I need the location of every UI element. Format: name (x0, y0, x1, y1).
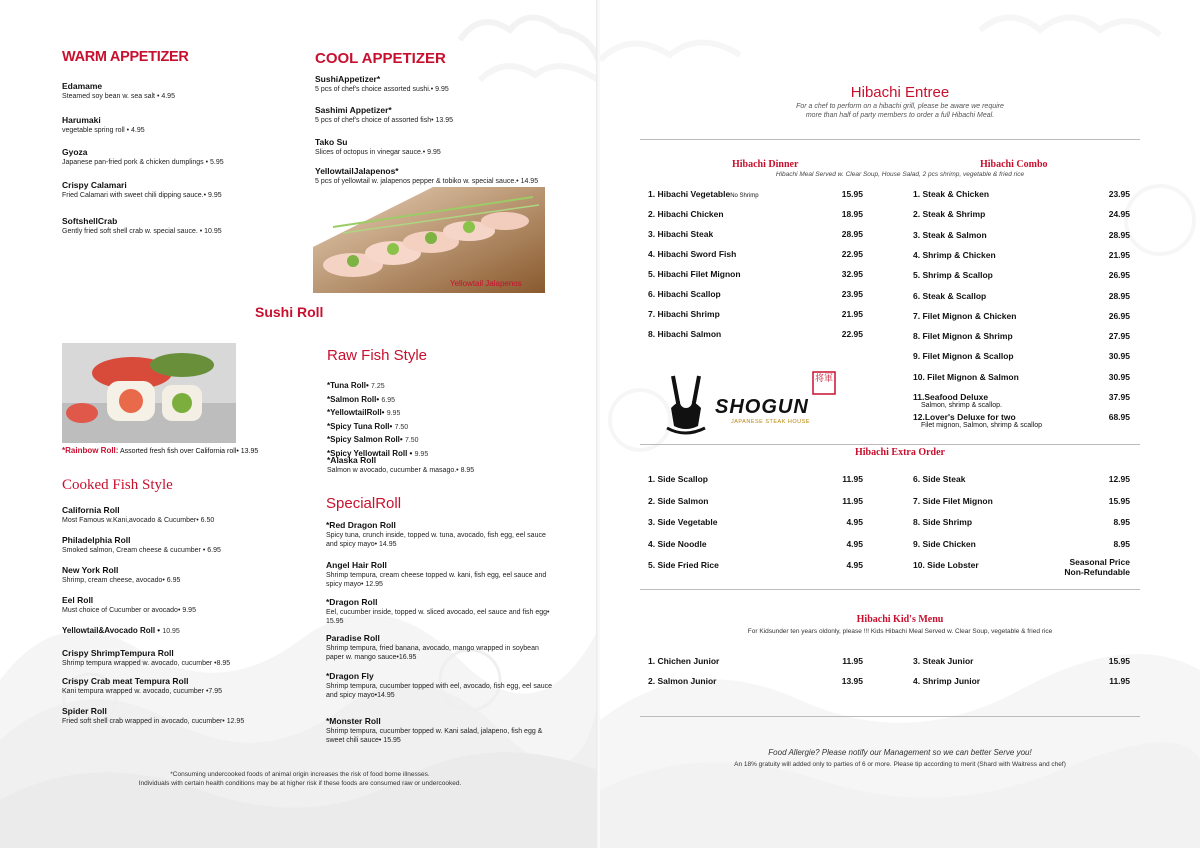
item-desc: Gently fried soft shell crab w. special sauce. • 10.95 (62, 228, 222, 235)
menu-item (62, 505, 292, 525)
item-price: 4.95 (846, 560, 863, 570)
menu-item (326, 560, 556, 589)
item-desc: Fried Calamari with sweet chili dipping sauce.• 9.95 (62, 192, 222, 199)
item-name: Crispy ShrimpTempura Roll (62, 648, 174, 658)
item-name: 7. Side Filet Mignon (913, 495, 993, 506)
item-name: *Red Dragon Roll (326, 520, 396, 530)
item-name: 10. Side Lobster (913, 560, 979, 570)
item-price: 11.95 (842, 656, 863, 666)
item-name: SushiAppetizer* (315, 74, 381, 84)
item-desc: Japanese pan-fried pork & chicken dumplings • 5.95 (62, 159, 224, 166)
item-name: Philadelphia Roll (62, 535, 131, 545)
menu-row (648, 676, 717, 686)
item-price: 13.95 (841, 676, 863, 686)
cool-appetizer-title: COOL APPETIZER (315, 50, 446, 67)
menu-row (648, 496, 708, 506)
item-price: 27.95 (1108, 331, 1130, 342)
hibachi-entree-title: Hibachi Entree (850, 84, 950, 101)
item-name: 2. Hibachi Chicken (648, 209, 724, 219)
sashimi-plate-icon (313, 187, 545, 293)
item-price: 7.50 (394, 423, 409, 431)
menu-row (648, 269, 741, 279)
menu-item (326, 597, 556, 626)
item-name: 2. Steak & Shrimp (913, 209, 986, 220)
logo-tagline: JAPANESE STEAK HOUSE (731, 419, 810, 425)
item-name: 4. Side Noodle (648, 538, 707, 549)
menu-row (913, 250, 996, 260)
menu-row (913, 412, 1042, 429)
menu-row (648, 309, 720, 319)
item-price: 32.95 (841, 269, 863, 279)
item-desc: 5 pcs of chef's choice of assorted fish• 13.95 (315, 117, 454, 124)
menu-row (648, 289, 721, 299)
item-name: *Spicy Yellowtail Roll • (327, 448, 413, 458)
item-name: YellowtailJalapenos* (315, 166, 399, 176)
left-menu-page (0, 0, 598, 848)
item-desc: 5 pcs of yellowtail w. jalapenos pepper & tobiko w. special sauce.• 14.95 (315, 178, 539, 185)
item-name: *Monster Roll (326, 716, 381, 726)
item-name: 5. Hibachi Filet Mignon (648, 269, 741, 279)
item-price: 6.95 (381, 396, 395, 404)
item-price: 28.95 (1108, 229, 1130, 240)
menu-row (913, 372, 1019, 382)
item-name: 8. Side Shrimp (913, 517, 973, 527)
item-desc: Must choice of Cucumber or avocado• 9.95 (62, 607, 196, 614)
warm-appetizer-title: WARM APPETIZER (62, 49, 189, 65)
rainbow-roll-photo (62, 343, 236, 443)
item-desc: vegetable spring roll • 4.95 (62, 127, 145, 134)
list-item (327, 394, 428, 408)
menu-row (648, 474, 708, 484)
item-desc: Smoked salmon, Cream cheese & cucumber • 6.95 (62, 547, 221, 554)
cloud-corner-icon (430, 0, 598, 120)
item-desc: Most Famous w.Kani,avocado & Cucumber• 6.50 (62, 517, 215, 524)
menu-item (62, 535, 292, 555)
menu-row (913, 351, 1014, 361)
item-name: 7. Hibachi Shrimp (648, 309, 720, 319)
item-price: 9.95 (414, 450, 429, 458)
menu-item (326, 671, 556, 700)
menu-item (62, 115, 292, 135)
item-name: Gyoza (62, 147, 88, 157)
item-price: 21.95 (841, 309, 863, 319)
item-desc: Fried soft shell crab wrapped in avocado, cucumber• 12.95 (62, 718, 245, 725)
item-name: *Tuna Roll• (327, 381, 369, 390)
item-name: 3. Steak & Salmon (913, 229, 987, 240)
item-name: 3. Steak Junior (913, 656, 974, 666)
menu-row (913, 291, 986, 301)
item-name: Eel Roll (62, 595, 94, 605)
item-price: 11.95 (1109, 676, 1130, 686)
item-name: Crispy Calamari (62, 180, 127, 190)
item-name: 1. Steak & Chicken (913, 189, 990, 199)
item-name: Tako Su (315, 137, 348, 147)
item-price: 23.95 (841, 289, 863, 299)
kids-menu-title: Hibachi Kid's Menu (856, 614, 944, 625)
photo-caption: Yellowtail Jalapenos (450, 279, 522, 288)
menu-row (913, 230, 987, 240)
menu-row (913, 189, 989, 199)
item-name: Edamame (62, 81, 103, 91)
menu-row (913, 270, 993, 280)
item-name: 5. Shrimp & Scallop (913, 270, 993, 281)
item-price: 8.95 (1113, 538, 1130, 549)
item-price: 28.95 (841, 229, 863, 239)
item-name: 4. Shrimp & Chicken (913, 249, 996, 260)
item-price: 30.95 (1108, 351, 1130, 362)
item-price: 26.95 (1108, 270, 1130, 281)
logo-wordmark: SHOGUN (715, 396, 809, 418)
shogun-logo (665, 368, 840, 438)
menu-row (913, 474, 965, 484)
item-price: 15.95 (841, 189, 863, 199)
intro-line: For a chef to perform on a hibachi grill, please be aware we require (796, 103, 1004, 110)
menu-row (648, 229, 713, 239)
item-desc: Shrimp tempura, cucumber topped w. Kani salad, jalapeno, fish egg & sweet chili sauce• 15.95 (326, 728, 543, 744)
disclaimer (100, 771, 500, 788)
item-name: 1. Side Scallop (648, 474, 708, 484)
rainbow-roll-item (62, 446, 282, 456)
menu-row (648, 539, 707, 549)
item-desc: Eel, cucumber inside, topped w. sliced avocado, eel sauce and fish egg• 15.95 (326, 609, 550, 625)
item-desc: Salmon w avocado, cucumber & masago.• 8.95 (327, 467, 475, 474)
menu-item (62, 676, 292, 696)
item-name: Angel Hair Roll (326, 560, 387, 570)
menu-item (62, 81, 292, 101)
item-name: New York Roll (62, 565, 119, 575)
item-name: *Rainbow Roll: (62, 446, 119, 455)
list-item (327, 407, 428, 421)
item-desc: Shrimp tempura, cucumber topped with eel, avocado, fish egg, eel sauce and spicy mayo•14.95 (326, 683, 553, 699)
raw-fish-list (327, 380, 428, 461)
item-name: 7. Filet Mignon & Chicken (913, 310, 1017, 321)
item-name: Harumaki (62, 115, 101, 125)
menu-item (326, 520, 556, 549)
item-price: 15.95 (1108, 656, 1130, 666)
item-price: 4.95 (846, 517, 863, 527)
item-name: *Salmon Roll• (327, 394, 380, 404)
item-name: 1. Hibachi Vegetable (648, 189, 731, 199)
divider (640, 589, 1140, 590)
item-name: Paradise Roll (326, 633, 380, 643)
menu-item (326, 716, 556, 745)
item-name: 4. Hibachi Sword Fish (648, 249, 737, 259)
item-name: 2. Side Salmon (648, 495, 709, 506)
item-price: 8.95 (1113, 517, 1130, 527)
item-name: Sashimi Appetizer* (315, 105, 392, 115)
list-item (327, 421, 428, 435)
item-price: 4.95 (846, 538, 863, 549)
item-name: Yellowtail&Avocado Roll • (62, 626, 161, 635)
logo-seal: 将軍 (814, 373, 833, 383)
item-desc: Steamed soy bean w. sea salt • 4.95 (62, 93, 175, 100)
menu-row (913, 496, 993, 506)
menu-item (62, 626, 180, 635)
item-name: 12.Lover's Deluxe for two (913, 412, 1016, 423)
menu-item (62, 706, 292, 726)
item-price: 23.95 (1108, 189, 1130, 199)
divider (640, 716, 1140, 717)
item-price: 18.95 (841, 209, 863, 219)
item-name: *Spicy Salmon Roll• (327, 435, 403, 444)
hibachi-combo-title: Hibachi Combo (980, 159, 1048, 170)
menu-item (62, 180, 292, 200)
gratuity-notice: An 18% gratuity will added only to parties of 6 or more. Please tip according to merit (Shard with Waitress and chef) (734, 761, 1066, 768)
item-price: 15.95 (1108, 495, 1130, 506)
menu-row (913, 656, 973, 666)
divider (640, 444, 1140, 445)
item-name: 5. Side Fried Rice (648, 560, 719, 570)
item-price-note: Non-Refundable (1064, 567, 1130, 577)
item-name: *Alaska Roll (327, 455, 377, 465)
item-name: 9. Side Chicken (913, 538, 976, 549)
item-name: 6. Side Steak (913, 474, 966, 484)
item-desc: Assorted fresh fish over California roll• 13.95 (120, 448, 259, 455)
item-name: SoftshellCrab (62, 216, 118, 226)
yellowtail-jalapenos-photo (313, 187, 545, 293)
menu-row (913, 392, 1002, 409)
menu-item (62, 565, 292, 585)
item-name: Spider Roll (62, 706, 107, 716)
menu-item (62, 216, 292, 236)
item-sub: Salmon, shrimp & scallop. (921, 402, 1002, 409)
item-name: California Roll (62, 505, 120, 515)
raw-fish-title: Raw Fish Style (327, 347, 428, 364)
item-price: 11.95 (842, 495, 863, 506)
menu-item (62, 147, 292, 167)
menu-row (648, 209, 724, 219)
item-name: *Dragon Fly (326, 671, 374, 681)
cooked-fish-title: Cooked Fish Style (62, 477, 173, 493)
item-price: 7.25 (371, 383, 385, 390)
disclaimer-line: Individuals with certain health conditions may be at higher risk if these foods are consumed raw or undercooked. (138, 779, 462, 787)
kids-note: For Kidsunder ten years oldonly, please !!! Kids Hibachi Meal Served w. Clear Soup, vegetable & fried rice (747, 628, 1053, 635)
menu-row (648, 189, 759, 199)
item-name: 8. Hibachi Salmon (648, 329, 722, 339)
item-price: 9.95 (386, 410, 401, 417)
item-name: 11.Seafood Deluxe (913, 392, 989, 402)
menu-row (913, 331, 1013, 341)
item-note: No Shrimp (730, 193, 759, 199)
item-name: 4. Shrimp Junior (913, 676, 981, 686)
item-name: 6. Steak & Scallop (913, 290, 987, 301)
item-desc: Shrimp tempura, cream cheese topped w. kani, fish egg, eel sauce and spicy mayo• 12.95 (326, 572, 547, 588)
item-desc: Shrimp tempura wrapped w. avocado, cucumber •8.95 (62, 660, 231, 667)
menu-row (913, 539, 976, 549)
hibachi-dinner-title: Hibachi Dinner (732, 159, 799, 170)
sushi-roll-title: Sushi Roll (255, 304, 324, 320)
menu-item (315, 105, 545, 125)
item-name: 1. Chichen Junior (648, 656, 720, 666)
item-name: 9. Filet Mignon & Scallop (913, 351, 1014, 362)
list-item (327, 380, 428, 394)
menu-item (62, 648, 292, 668)
item-name: 2. Salmon Junior (648, 676, 717, 686)
item-name: *Dragon Roll (326, 597, 378, 607)
item-desc: 10.95 (162, 628, 180, 635)
item-price: 7.50 (404, 437, 419, 444)
item-price: 37.95 (1108, 392, 1130, 402)
menu-row (913, 311, 1016, 321)
menu-row (913, 209, 985, 219)
extra-order-title: Hibachi Extra Order (855, 447, 945, 458)
intro-line: more than half of party members to order a full Hibachi Meal. (805, 112, 995, 119)
item-name: 10. Filet Mignon & Salmon (913, 371, 1019, 382)
item-price: 26.95 (1108, 310, 1130, 321)
item-price: 28.95 (1108, 290, 1130, 301)
item-name: Crispy Crab meat Tempura Roll (62, 676, 189, 686)
dinner-note: Hibachi Meal Served w. Clear Soup, House Salad, 2 pcs shrimp, vegetable & fried rice (775, 171, 1025, 178)
menu-item (315, 166, 545, 186)
item-name: *YellowtailRoll• (327, 408, 385, 417)
menu-item (315, 74, 545, 94)
item-price: 68.95 (1108, 412, 1130, 423)
item-price: 22.95 (841, 249, 863, 259)
menu-row (913, 560, 979, 570)
allergy-notice: Food Allergie? Please notify our Management so we can better Serve you! (768, 748, 1032, 757)
item-name: 8. Filet Mignon & Shrimp (913, 331, 1013, 342)
menu-row (648, 517, 717, 527)
menu-item (326, 633, 556, 662)
item-name: 6. Hibachi Scallop (648, 289, 721, 299)
item-name: *Spicy Tuna Roll• (327, 421, 393, 431)
item-desc: Kani tempura wrapped w. avocado, cucumber •7.95 (62, 688, 223, 695)
item-price: 22.95 (841, 329, 863, 339)
menu-row (648, 329, 721, 339)
item-price: 11.95 (842, 474, 863, 484)
menu-item (327, 455, 557, 475)
menu-item (62, 595, 292, 615)
item-desc: 5 pcs of chef's choice assorted sushi.• 9.95 (315, 86, 449, 93)
hibachi-intro (600, 102, 1200, 120)
list-item (327, 434, 428, 448)
menu-row (913, 676, 980, 686)
disclaimer-line: *Consuming undercooked foods of animal origin increases the risk of food borne illnesses. (170, 771, 430, 778)
item-desc: Slices of octopus in vinegar sauce.• 9.95 (315, 149, 441, 156)
right-menu-page (600, 0, 1200, 848)
item-price: 30.95 (1108, 371, 1130, 382)
menu-item (315, 137, 545, 157)
item-sub: Filet mignon, Salmon, shrimp & scallop (921, 422, 1042, 430)
menu-row (648, 656, 719, 666)
item-desc: Shrimp tempura, fried banana, avocado, mango wrapped in soybean paper w. mango sauce•16.95 (326, 645, 539, 661)
item-desc: Spicy tuna, crunch inside, topped w. tuna, avocado, fish egg, eel sauce and spicy mayo• 14.95 (326, 532, 546, 548)
menu-row (648, 249, 736, 259)
rainbow-roll-icon (62, 343, 236, 443)
item-name: 3. Hibachi Steak (648, 229, 714, 239)
special-roll-title: SpecialRoll (326, 495, 402, 512)
divider (640, 139, 1140, 140)
item-price: 12.95 (1108, 474, 1130, 484)
item-price: Seasonal Price (1069, 557, 1130, 567)
item-desc: Shrimp, cream cheese, avocado• 6.95 (62, 577, 181, 584)
item-name: 3. Side Vegetable (648, 517, 718, 527)
menu-row (648, 560, 719, 570)
menu-row (913, 517, 972, 527)
item-price: 21.95 (1108, 249, 1130, 260)
item-price: 24.95 (1108, 209, 1130, 220)
